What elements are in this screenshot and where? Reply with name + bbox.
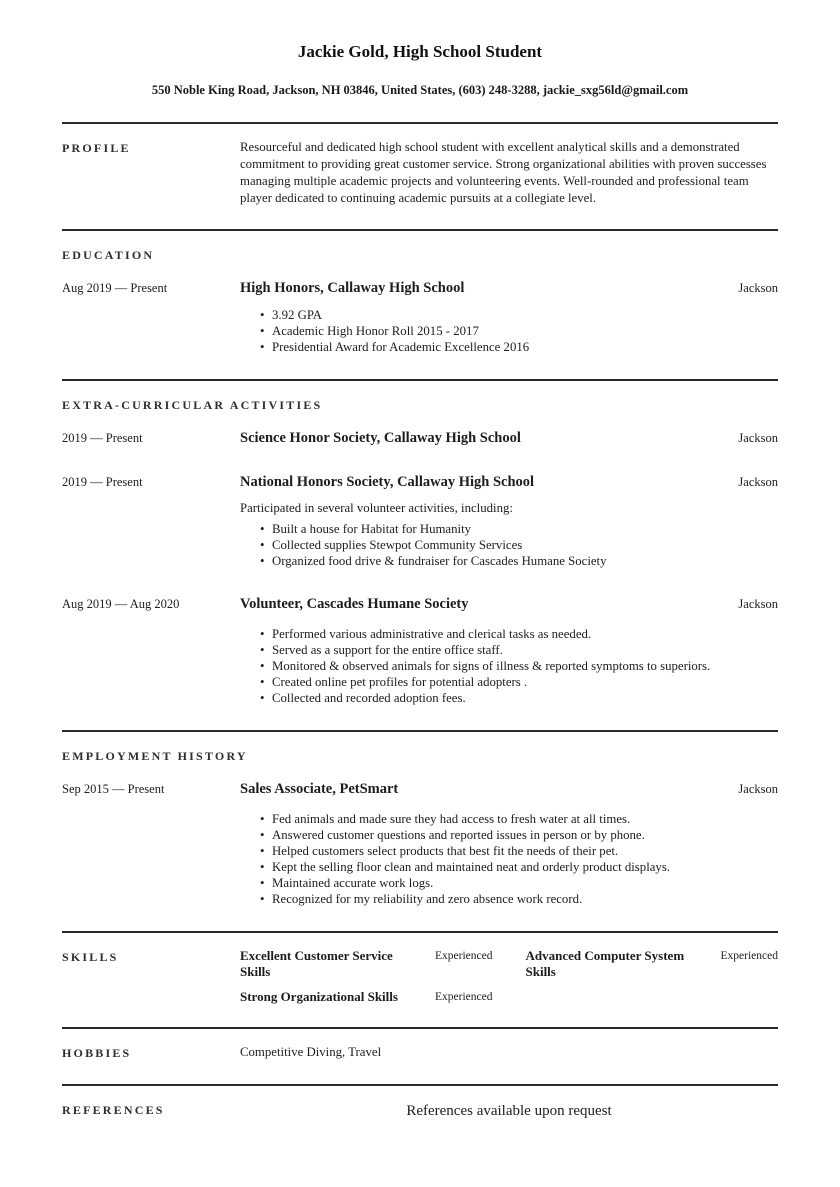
hobbies-text: Competitive Diving, Travel bbox=[240, 1045, 382, 1059]
skill-level: Experienced bbox=[720, 950, 778, 962]
section-label-skills: SKILLS bbox=[62, 950, 119, 964]
entry-header bbox=[240, 279, 778, 297]
bullet-item: • 3.92 GPA bbox=[260, 307, 778, 323]
skill-name: Advanced Computer System Skills bbox=[525, 948, 685, 979]
entry-content bbox=[240, 473, 778, 569]
education-entry bbox=[62, 279, 778, 379]
section-label-employment: EMPLOYMENT HISTORY bbox=[62, 749, 248, 763]
bullet-list bbox=[240, 307, 778, 355]
entry-dates: Sep 2015 — Present bbox=[62, 782, 165, 796]
entry-title: Volunteer, Cascades Humane Society bbox=[240, 596, 469, 612]
skill-level: Experienced bbox=[435, 991, 493, 1003]
entry-location: Jackson bbox=[738, 597, 778, 611]
bullet-item: • Maintained accurate work logs. bbox=[260, 875, 778, 891]
entry-dates: Aug 2019 — Present bbox=[62, 281, 168, 295]
section-references bbox=[62, 1084, 778, 1143]
entry-dates: 2019 — Present bbox=[62, 475, 143, 489]
skills-grid bbox=[240, 948, 778, 1005]
section-extracurricular bbox=[62, 379, 778, 730]
entry-header bbox=[240, 473, 778, 491]
extracurricular-entry bbox=[62, 595, 778, 730]
employment-entry bbox=[62, 780, 778, 931]
extracurricular-entry bbox=[62, 429, 778, 473]
entry-content bbox=[240, 429, 778, 447]
bullet-item: • Served as a support for the entire office staff. bbox=[260, 642, 778, 658]
bullet-item: • Organized food drive & fundraiser for Cascades Humane Society bbox=[260, 553, 778, 569]
label-column bbox=[62, 948, 240, 1005]
employment-label-row bbox=[62, 732, 778, 780]
bullet-item: • Academic High Honor Roll 2015 - 2017 bbox=[260, 323, 778, 339]
entry-header bbox=[240, 595, 778, 613]
bullet-list bbox=[240, 626, 778, 706]
entry-header bbox=[240, 780, 778, 798]
skills-row bbox=[62, 933, 778, 1027]
date-column bbox=[62, 473, 240, 569]
date-column bbox=[62, 595, 240, 706]
entry-content bbox=[240, 279, 778, 355]
section-label-references: REFERENCES bbox=[62, 1103, 165, 1117]
skill-item bbox=[240, 989, 493, 1005]
spacer bbox=[240, 246, 778, 264]
label-column bbox=[62, 747, 248, 765]
profile-row bbox=[62, 124, 778, 229]
skill-item bbox=[240, 948, 493, 980]
bullet-item: • Recognized for my reliability and zero absence work record. bbox=[260, 891, 778, 907]
bullet-item: • Collected and recorded adoption fees. bbox=[260, 690, 778, 706]
label-column bbox=[62, 396, 322, 414]
section-employment bbox=[62, 730, 778, 931]
entry-dates: Aug 2019 — Aug 2020 bbox=[62, 597, 180, 611]
entry-header bbox=[240, 429, 778, 447]
person-name: Jackie Gold, High School Student bbox=[297, 42, 543, 61]
bullet-list bbox=[240, 811, 778, 907]
entry-location: Jackson bbox=[738, 281, 778, 295]
section-label-education: EDUCATION bbox=[62, 248, 155, 262]
date-column bbox=[62, 429, 240, 447]
bullet-item: • Monitored & observed animals for signs of illness & reported symptoms to superiors. bbox=[260, 658, 778, 674]
bullet-item: • Helped customers select products that best fit the needs of their pet. bbox=[260, 843, 778, 859]
entry-content bbox=[240, 595, 778, 706]
section-label-extracurricular: EXTRA-CURRICULAR ACTIVITIES bbox=[62, 398, 323, 412]
skills-content bbox=[240, 948, 778, 1005]
section-profile bbox=[62, 122, 778, 229]
date-column bbox=[62, 279, 240, 355]
entry-dates: 2019 — Present bbox=[62, 431, 143, 445]
profile-content bbox=[240, 139, 778, 207]
extracurricular-label-row bbox=[62, 381, 778, 429]
education-label-row bbox=[62, 231, 778, 279]
bullet-item: • Presidential Award for Academic Excellence 2016 bbox=[260, 339, 778, 355]
contact-line: 550 Noble King Road, Jackson, NH 03846, United States, (603) 248-3288, jackie_sxg56ld@gmail.com bbox=[151, 83, 689, 97]
bullet-item: • Kept the selling floor clean and maintained neat and orderly product displays. bbox=[260, 859, 778, 875]
bullet-item: • Performed various administrative and clerical tasks as needed. bbox=[260, 626, 778, 642]
references-text: References available upon request bbox=[406, 1103, 612, 1119]
references-row bbox=[62, 1086, 778, 1143]
section-label-hobbies: HOBBIES bbox=[62, 1046, 132, 1060]
label-column bbox=[62, 139, 240, 207]
entry-intro: Participated in several volunteer activities, including: bbox=[240, 501, 513, 515]
spacer bbox=[322, 396, 778, 414]
spacer bbox=[248, 747, 778, 765]
hobbies-row bbox=[62, 1029, 778, 1084]
entry-title: Science Honor Society, Callaway High School bbox=[240, 430, 521, 446]
entry-location: Jackson bbox=[738, 431, 778, 445]
entry-title: National Honors Society, Callaway High School bbox=[240, 474, 535, 490]
bullet-item: • Answered customer questions and reported issues in person or by phone. bbox=[260, 827, 778, 843]
profile-text: Resourceful and dedicated high school student with excellent analytical skills and a demonstrated commitment to providing great customer service. Strong organizational abilities with proven successes managing multiple academic projects and volunteering events. Well-rounded and professional team player dedicated to continuing academic pursuits at a collegiate level. bbox=[240, 140, 767, 205]
bullet-item: • Fed animals and made sure they had access to fresh water at all times. bbox=[260, 811, 778, 827]
skill-level: Experienced bbox=[435, 950, 493, 962]
skill-name: Strong Organizational Skills bbox=[240, 989, 398, 1004]
section-label-profile: PROFILE bbox=[62, 141, 131, 155]
hobbies-content bbox=[240, 1044, 778, 1062]
entry-title: Sales Associate, PetSmart bbox=[240, 781, 399, 797]
skill-item bbox=[526, 948, 779, 980]
entry-content bbox=[240, 780, 778, 907]
bullet-item: • Built a house for Habitat for Humanity bbox=[260, 521, 778, 537]
resume-header bbox=[62, 42, 778, 98]
section-skills bbox=[62, 931, 778, 1027]
extracurricular-entry bbox=[62, 473, 778, 595]
entry-location: Jackson bbox=[738, 475, 778, 489]
entry-title: High Honors, Callaway High School bbox=[240, 280, 465, 296]
skill-name: Excellent Customer Service Skills bbox=[240, 948, 393, 979]
label-column bbox=[62, 1044, 240, 1062]
section-education bbox=[62, 229, 778, 379]
label-column bbox=[62, 246, 240, 264]
entry-location: Jackson bbox=[738, 782, 778, 796]
bullet-list bbox=[240, 521, 778, 569]
date-column bbox=[62, 780, 240, 907]
label-column bbox=[62, 1101, 240, 1121]
references-content bbox=[240, 1101, 778, 1121]
bullet-item: • Collected supplies Stewpot Community Services bbox=[260, 537, 778, 553]
section-hobbies bbox=[62, 1027, 778, 1084]
bullet-item: • Created online pet profiles for potential adopters . bbox=[260, 674, 778, 690]
